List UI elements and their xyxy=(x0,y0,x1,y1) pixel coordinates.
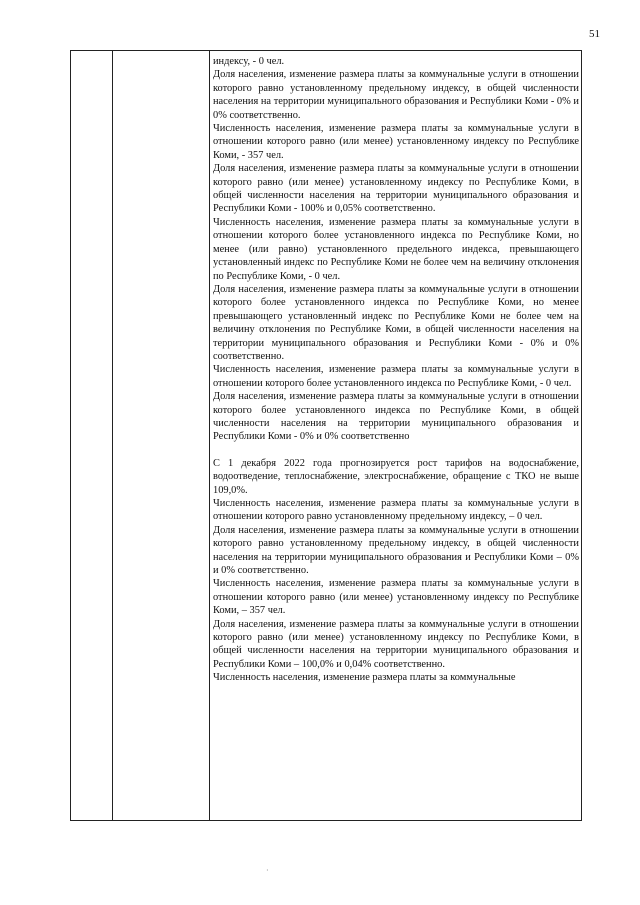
page-number: 51 xyxy=(589,28,600,40)
paragraph: Численность населения, изменение размера платы за коммунальные услуги в отношении которого равно установленному предельному индексу, – 0 чел. xyxy=(213,498,579,523)
paragraph-spacer xyxy=(213,444,579,457)
paragraph: Доля населения, изменение размера платы за коммунальные услуги в отношении которого более установленного индекса по Республике Коми, но менее превышающего установленный индекс по Республике Коми не более чем на величину отклонения по Республике Коми, в общей численности населения на территории муниципального образования и Республики Коми - 0% и 0% соответственно. xyxy=(213,283,579,362)
paragraph: Доля населения, изменение размера платы за коммунальные услуги в отношении которого равно (или менее) установленному индексу по Республике Коми, в общей численности населения на территории муниципального образования и Республики Коми - 100% и 0,05% соответственно. xyxy=(213,163,579,215)
document-table xyxy=(70,50,582,821)
table-column-divider xyxy=(112,51,113,820)
paragraph: Доля населения, изменение размера платы за коммунальные услуги в отношении которого равно (или менее) установленному индексу по Республике Коми, в общей численности населения на территории муниципального образования и Республики Коми – 100,0% и 0,04% соответственно. xyxy=(213,618,579,670)
paragraph: Доля населения, изменение размера платы за коммунальные услуги в отношении которого равно установленному предельному индексу, в общей численности населения на территории муниципального образования и Республики Коми - 0% и 0% соответственно. xyxy=(213,69,579,121)
paragraph: Численность населения, изменение размера платы за коммунальные услуги в отношении которого равно (или менее) установленному индексу по Республике Коми, – 357 чел. xyxy=(213,578,579,617)
scan-artifact-mark: · xyxy=(266,866,269,875)
paragraph: Численность населения, изменение размера платы за коммунальные услуги в отношении которого равно (или менее) установленному индексу по Республике Коми, - 357 чел. xyxy=(213,123,579,161)
paragraph: индексу, - 0 чел. xyxy=(213,56,285,67)
paragraph: С 1 декабря 2022 года прогнозируется рост тарифов на водоснабжение, водоотведение, теплоснабжение, электроснабжение, обращение с ТКО не выше 109,0%. xyxy=(213,457,579,496)
paragraph: Численность населения, изменение размера платы за коммунальные xyxy=(213,672,516,684)
paragraph: Численность населения, изменение размера платы за коммунальные услуги в отношении которого более установленного индекса по Республике Коми, - 0 чел. xyxy=(213,364,579,389)
table-cell-text xyxy=(213,55,579,685)
paragraph: Доля населения, изменение размера платы за коммунальные услуги в отношении которого более установленного индекса по Республике Коми, в общей численности населения на территории муниципального образования и Республики Коми - 0% и 0% соответственно xyxy=(213,391,579,443)
paragraph: Доля населения, изменение размера платы за коммунальные услуги в отношении которого равно установленному предельному индексу, в общей численности населения на территории муниципального образования и Республики Коми – 0% и 0% соответственно. xyxy=(213,524,579,577)
paragraph: Численность населения, изменение размера платы за коммунальные услуги в отношении которого более установленного индекса по Республике Коми, но менее (или равно) установленного предельного индекса, превышающего установленный индекс по Республике Коми не более чем на величину отклонения по Республике Коми, - 0 чел. xyxy=(213,216,579,282)
table-column-divider xyxy=(209,51,210,820)
